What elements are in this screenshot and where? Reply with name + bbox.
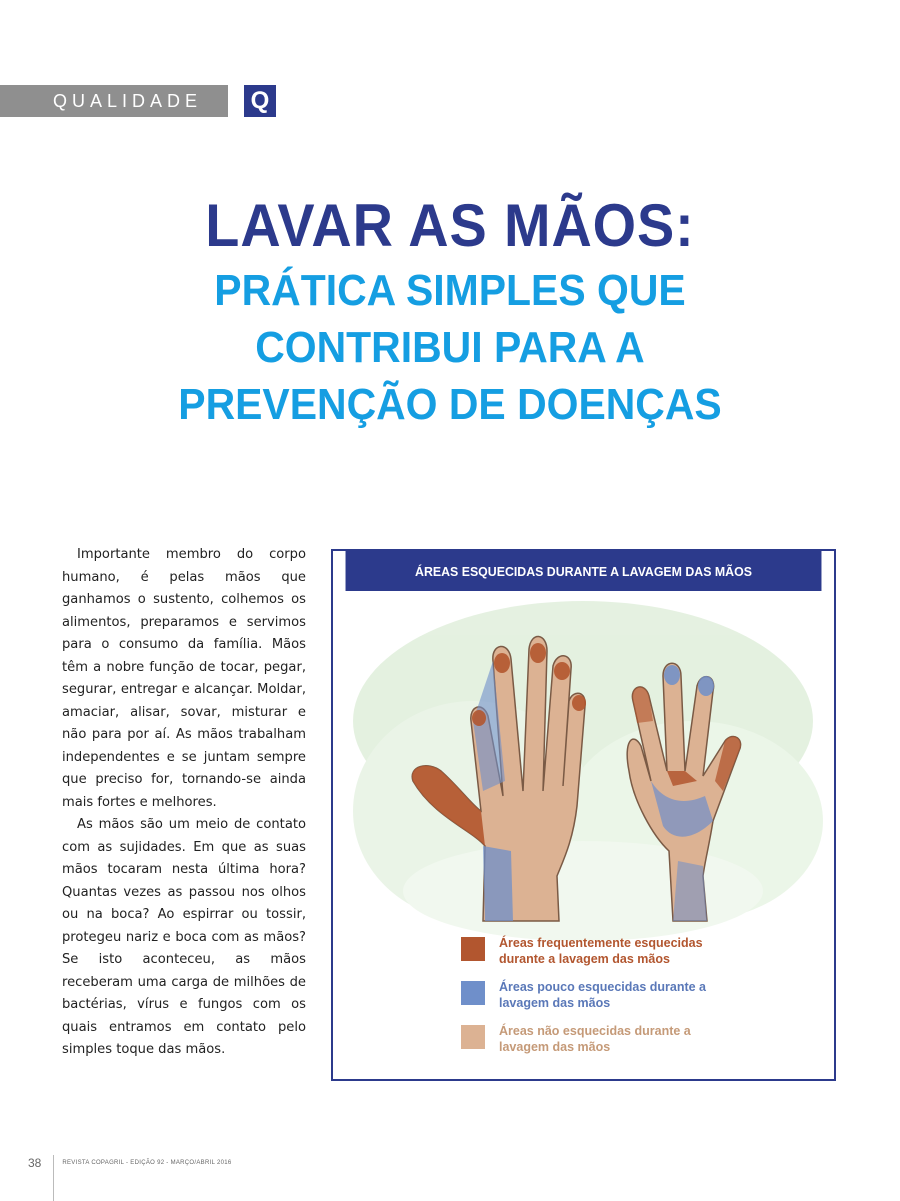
legend-label-less: Áreas pouco esquecidas durante a lavagem das mãos <box>499 980 707 1010</box>
legend-label-not: Áreas não esquecidas durante a lavagem das mãos <box>499 1024 691 1054</box>
legend-item <box>461 935 741 967</box>
figure-title: ÁREAS ESQUECIDAS DURANTE A LAVAGEM DAS MÃOS <box>346 551 822 591</box>
article-body <box>62 544 306 1062</box>
publication-info: REVISTA COPAGRIL - EDIÇÃO 92 - MARÇO/ABRIL 2016 <box>62 1160 232 1166</box>
footer-divider <box>53 1155 54 1201</box>
legend-swatch-frequent <box>461 937 485 961</box>
legend-item <box>461 1023 741 1055</box>
title-main: LAVAR AS MÃOS: <box>205 192 695 259</box>
page-number: 38 <box>28 1156 42 1170</box>
section-label: QUALIDADE <box>0 85 228 117</box>
legend-item <box>461 979 741 1011</box>
body-paragraph-1: Importante membro do corpo humano, é pelas mãos que ganhamos o sustento, colhemos os alimentos, preparamos e servimos para o consumo da família. Mãos têm a nobre função de tocar, pegar, segurar, entregar e alcançar. Moldar, amaciar, alisar, sovar, misturar e não para por aí. As mãos trabalham independentes e se juntam sempre que preciso for, tornando-se ainda mais fortes e melhores. <box>62 547 306 810</box>
legend-swatch-not <box>461 1025 485 1049</box>
legend-label-frequent: Áreas frequentemente esquecidas durante a lavagem das mãos <box>499 936 703 966</box>
body-paragraph-2: As mãos são um meio de contato com as sujidades. Em que as suas mãos tocaram nesta última hora? Quantas vezes as passou nos olhos ou na boca? Ao espirrar ou tossir, protegeu nariz e boca com as mãos? Se isto aconteceu, as mãos receberam uma carga de milhões de bactérias, vírus e fungos com os quais entramos em contato pelo simples toque das mãos. <box>62 817 306 1057</box>
article-title <box>0 190 900 433</box>
title-sub-line-1: PRÁTICA SIMPLES QUE <box>214 266 686 315</box>
title-sub-line-3: PREVENÇÃO DE DOENÇAS <box>178 380 722 429</box>
title-sub-line-2: CONTRIBUI PARA A <box>255 323 645 372</box>
legend-swatch-less <box>461 981 485 1005</box>
section-badge: Q <box>244 85 276 117</box>
figure-legend <box>461 935 741 1067</box>
hands-figure <box>331 549 836 1081</box>
page-footer <box>28 1155 232 1171</box>
